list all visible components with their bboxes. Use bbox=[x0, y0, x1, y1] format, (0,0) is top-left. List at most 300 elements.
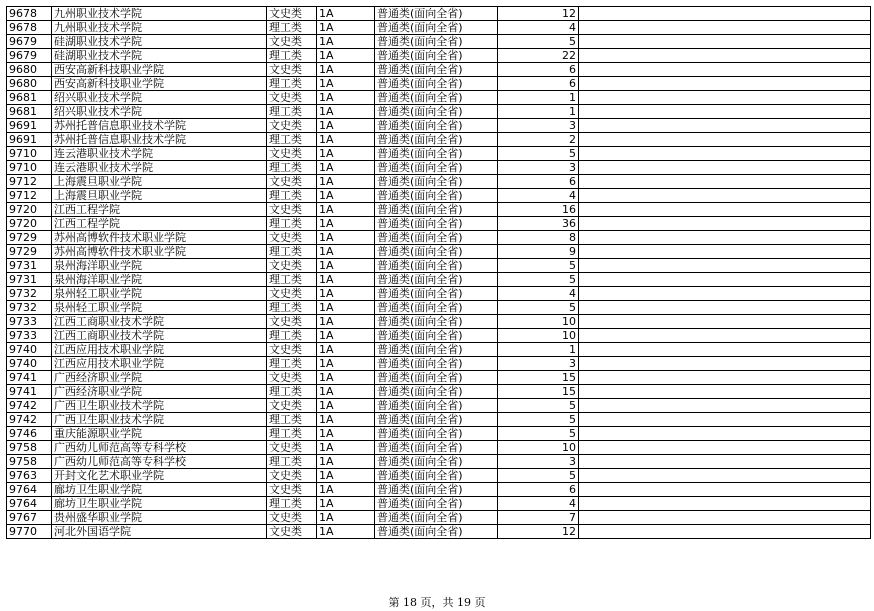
plan-type-cell: 普通类(面向全省) bbox=[375, 189, 498, 203]
empty-cell bbox=[579, 287, 871, 301]
school-name-cell: 上海震旦职业学院 bbox=[52, 175, 267, 189]
plan-type-cell: 普通类(面向全省) bbox=[375, 119, 498, 133]
batch-cell: 1A bbox=[317, 259, 375, 273]
batch-cell: 1A bbox=[317, 133, 375, 147]
empty-cell bbox=[579, 273, 871, 287]
subject-category-cell: 文史类 bbox=[267, 259, 317, 273]
table-row bbox=[7, 231, 871, 245]
batch-cell: 1A bbox=[317, 399, 375, 413]
plan-count-cell: 22 bbox=[498, 49, 579, 63]
table-row bbox=[7, 147, 871, 161]
plan-count-cell: 6 bbox=[498, 63, 579, 77]
table-row bbox=[7, 427, 871, 441]
batch-cell: 1A bbox=[317, 231, 375, 245]
plan-type-cell: 普通类(面向全省) bbox=[375, 483, 498, 497]
empty-cell bbox=[579, 91, 871, 105]
empty-cell bbox=[579, 483, 871, 497]
table-row bbox=[7, 77, 871, 91]
plan-count-cell: 10 bbox=[498, 441, 579, 455]
school-code-cell: 9733 bbox=[7, 329, 52, 343]
school-code-cell: 9733 bbox=[7, 315, 52, 329]
plan-count-cell: 9 bbox=[498, 245, 579, 259]
batch-cell: 1A bbox=[317, 63, 375, 77]
empty-cell bbox=[579, 175, 871, 189]
batch-cell: 1A bbox=[317, 315, 375, 329]
school-name-cell: 苏州高博软件技术职业学院 bbox=[52, 245, 267, 259]
school-code-cell: 9763 bbox=[7, 469, 52, 483]
subject-category-cell: 理工类 bbox=[267, 301, 317, 315]
table-row bbox=[7, 49, 871, 63]
school-name-cell: 江西工程学院 bbox=[52, 217, 267, 231]
school-code-cell: 9742 bbox=[7, 399, 52, 413]
table-row bbox=[7, 189, 871, 203]
batch-cell: 1A bbox=[317, 455, 375, 469]
plan-count-cell: 3 bbox=[498, 357, 579, 371]
school-name-cell: 苏州高博软件技术职业学院 bbox=[52, 231, 267, 245]
batch-cell: 1A bbox=[317, 371, 375, 385]
plan-count-cell: 1 bbox=[498, 105, 579, 119]
empty-cell bbox=[579, 497, 871, 511]
batch-cell: 1A bbox=[317, 441, 375, 455]
school-code-cell: 9729 bbox=[7, 245, 52, 259]
school-code-cell: 9680 bbox=[7, 63, 52, 77]
subject-category-cell: 理工类 bbox=[267, 427, 317, 441]
table-row bbox=[7, 525, 871, 539]
plan-type-cell: 普通类(面向全省) bbox=[375, 497, 498, 511]
subject-category-cell: 理工类 bbox=[267, 49, 317, 63]
plan-count-cell: 12 bbox=[498, 525, 579, 539]
plan-type-cell: 普通类(面向全省) bbox=[375, 161, 498, 175]
school-code-cell: 9678 bbox=[7, 21, 52, 35]
table-row bbox=[7, 217, 871, 231]
table-row bbox=[7, 203, 871, 217]
subject-category-cell: 文史类 bbox=[267, 63, 317, 77]
plan-type-cell: 普通类(面向全省) bbox=[375, 77, 498, 91]
school-code-cell: 9710 bbox=[7, 147, 52, 161]
table-body bbox=[7, 7, 871, 539]
plan-count-cell: 5 bbox=[498, 469, 579, 483]
school-name-cell: 上海震旦职业学院 bbox=[52, 189, 267, 203]
empty-cell bbox=[579, 63, 871, 77]
plan-type-cell: 普通类(面向全省) bbox=[375, 315, 498, 329]
plan-count-cell: 5 bbox=[498, 147, 579, 161]
plan-count-cell: 3 bbox=[498, 119, 579, 133]
table-row bbox=[7, 441, 871, 455]
plan-count-cell: 3 bbox=[498, 455, 579, 469]
school-code-cell: 9712 bbox=[7, 175, 52, 189]
batch-cell: 1A bbox=[317, 91, 375, 105]
school-name-cell: 广西经济职业学院 bbox=[52, 371, 267, 385]
subject-category-cell: 文史类 bbox=[267, 343, 317, 357]
batch-cell: 1A bbox=[317, 119, 375, 133]
subject-category-cell: 文史类 bbox=[267, 441, 317, 455]
table-row bbox=[7, 329, 871, 343]
empty-cell bbox=[579, 7, 871, 21]
plan-count-cell: 7 bbox=[498, 511, 579, 525]
plan-count-cell: 4 bbox=[498, 189, 579, 203]
empty-cell bbox=[579, 77, 871, 91]
plan-count-cell: 15 bbox=[498, 371, 579, 385]
empty-cell bbox=[579, 35, 871, 49]
batch-cell: 1A bbox=[317, 35, 375, 49]
empty-cell bbox=[579, 315, 871, 329]
plan-type-cell: 普通类(面向全省) bbox=[375, 105, 498, 119]
school-name-cell: 绍兴职业技术学院 bbox=[52, 105, 267, 119]
school-code-cell: 9731 bbox=[7, 273, 52, 287]
batch-cell: 1A bbox=[317, 175, 375, 189]
table-row bbox=[7, 91, 871, 105]
school-name-cell: 连云港职业技术学院 bbox=[52, 161, 267, 175]
plan-type-cell: 普通类(面向全省) bbox=[375, 203, 498, 217]
plan-type-cell: 普通类(面向全省) bbox=[375, 21, 498, 35]
plan-type-cell: 普通类(面向全省) bbox=[375, 49, 498, 63]
plan-type-cell: 普通类(面向全省) bbox=[375, 91, 498, 105]
batch-cell: 1A bbox=[317, 511, 375, 525]
school-code-cell: 9710 bbox=[7, 161, 52, 175]
plan-count-cell: 5 bbox=[498, 259, 579, 273]
subject-category-cell: 文史类 bbox=[267, 175, 317, 189]
school-name-cell: 九州职业技术学院 bbox=[52, 21, 267, 35]
school-name-cell: 广西幼儿师范高等专科学校 bbox=[52, 441, 267, 455]
batch-cell: 1A bbox=[317, 161, 375, 175]
batch-cell: 1A bbox=[317, 483, 375, 497]
batch-cell: 1A bbox=[317, 287, 375, 301]
subject-category-cell: 文史类 bbox=[267, 91, 317, 105]
school-name-cell: 西安高新科技职业学院 bbox=[52, 63, 267, 77]
subject-category-cell: 文史类 bbox=[267, 35, 317, 49]
subject-category-cell: 理工类 bbox=[267, 455, 317, 469]
plan-count-cell: 4 bbox=[498, 497, 579, 511]
plan-count-cell: 5 bbox=[498, 413, 579, 427]
school-code-cell: 9764 bbox=[7, 497, 52, 511]
school-name-cell: 江西工程学院 bbox=[52, 203, 267, 217]
subject-category-cell: 文史类 bbox=[267, 7, 317, 21]
batch-cell: 1A bbox=[317, 7, 375, 21]
subject-category-cell: 理工类 bbox=[267, 133, 317, 147]
empty-cell bbox=[579, 49, 871, 63]
table-row bbox=[7, 455, 871, 469]
plan-type-cell: 普通类(面向全省) bbox=[375, 175, 498, 189]
batch-cell: 1A bbox=[317, 329, 375, 343]
school-name-cell: 广西卫生职业技术学院 bbox=[52, 413, 267, 427]
empty-cell bbox=[579, 133, 871, 147]
subject-category-cell: 理工类 bbox=[267, 189, 317, 203]
school-code-cell: 9731 bbox=[7, 259, 52, 273]
plan-count-cell: 10 bbox=[498, 315, 579, 329]
plan-type-cell: 普通类(面向全省) bbox=[375, 231, 498, 245]
empty-cell bbox=[579, 217, 871, 231]
table-row bbox=[7, 35, 871, 49]
batch-cell: 1A bbox=[317, 343, 375, 357]
school-name-cell: 硅湖职业技术学院 bbox=[52, 49, 267, 63]
school-name-cell: 江西应用技术职业学院 bbox=[52, 357, 267, 371]
batch-cell: 1A bbox=[317, 203, 375, 217]
batch-cell: 1A bbox=[317, 469, 375, 483]
plan-type-cell: 普通类(面向全省) bbox=[375, 133, 498, 147]
school-name-cell: 河北外国语学院 bbox=[52, 525, 267, 539]
school-code-cell: 9764 bbox=[7, 483, 52, 497]
school-code-cell: 9758 bbox=[7, 455, 52, 469]
plan-count-cell: 4 bbox=[498, 21, 579, 35]
plan-type-cell: 普通类(面向全省) bbox=[375, 329, 498, 343]
plan-type-cell: 普通类(面向全省) bbox=[375, 511, 498, 525]
plan-type-cell: 普通类(面向全省) bbox=[375, 469, 498, 483]
plan-type-cell: 普通类(面向全省) bbox=[375, 147, 498, 161]
table-row bbox=[7, 21, 871, 35]
empty-cell bbox=[579, 245, 871, 259]
subject-category-cell: 理工类 bbox=[267, 329, 317, 343]
empty-cell bbox=[579, 357, 871, 371]
plan-type-cell: 普通类(面向全省) bbox=[375, 287, 498, 301]
batch-cell: 1A bbox=[317, 427, 375, 441]
school-name-cell: 江西工商职业技术学院 bbox=[52, 315, 267, 329]
empty-cell bbox=[579, 329, 871, 343]
plan-type-cell: 普通类(面向全省) bbox=[375, 7, 498, 21]
school-name-cell: 广西卫生职业技术学院 bbox=[52, 399, 267, 413]
subject-category-cell: 理工类 bbox=[267, 357, 317, 371]
plan-count-cell: 6 bbox=[498, 77, 579, 91]
plan-count-cell: 3 bbox=[498, 161, 579, 175]
school-code-cell: 9720 bbox=[7, 203, 52, 217]
table-row bbox=[7, 119, 871, 133]
plan-count-cell: 6 bbox=[498, 175, 579, 189]
subject-category-cell: 理工类 bbox=[267, 497, 317, 511]
subject-category-cell: 理工类 bbox=[267, 273, 317, 287]
empty-cell bbox=[579, 259, 871, 273]
batch-cell: 1A bbox=[317, 497, 375, 511]
table-row bbox=[7, 161, 871, 175]
plan-type-cell: 普通类(面向全省) bbox=[375, 525, 498, 539]
empty-cell bbox=[579, 105, 871, 119]
subject-category-cell: 文史类 bbox=[267, 203, 317, 217]
batch-cell: 1A bbox=[317, 413, 375, 427]
empty-cell bbox=[579, 399, 871, 413]
school-code-cell: 9741 bbox=[7, 385, 52, 399]
table-row bbox=[7, 287, 871, 301]
empty-cell bbox=[579, 469, 871, 483]
empty-cell bbox=[579, 371, 871, 385]
subject-category-cell: 文史类 bbox=[267, 231, 317, 245]
school-code-cell: 9720 bbox=[7, 217, 52, 231]
plan-type-cell: 普通类(面向全省) bbox=[375, 371, 498, 385]
school-code-cell: 9767 bbox=[7, 511, 52, 525]
school-name-cell: 重庆能源职业学院 bbox=[52, 427, 267, 441]
school-name-cell: 泉州轻工职业学院 bbox=[52, 287, 267, 301]
batch-cell: 1A bbox=[317, 301, 375, 315]
plan-type-cell: 普通类(面向全省) bbox=[375, 357, 498, 371]
plan-type-cell: 普通类(面向全省) bbox=[375, 259, 498, 273]
empty-cell bbox=[579, 189, 871, 203]
school-name-cell: 廊坊卫生职业学院 bbox=[52, 483, 267, 497]
subject-category-cell: 理工类 bbox=[267, 245, 317, 259]
school-code-cell: 9742 bbox=[7, 413, 52, 427]
table-row bbox=[7, 483, 871, 497]
batch-cell: 1A bbox=[317, 21, 375, 35]
table-row bbox=[7, 105, 871, 119]
school-code-cell: 9729 bbox=[7, 231, 52, 245]
plan-type-cell: 普通类(面向全省) bbox=[375, 343, 498, 357]
table-row bbox=[7, 469, 871, 483]
empty-cell bbox=[579, 343, 871, 357]
plan-type-cell: 普通类(面向全省) bbox=[375, 245, 498, 259]
school-name-cell: 连云港职业技术学院 bbox=[52, 147, 267, 161]
plan-count-cell: 8 bbox=[498, 231, 579, 245]
plan-type-cell: 普通类(面向全省) bbox=[375, 399, 498, 413]
subject-category-cell: 理工类 bbox=[267, 217, 317, 231]
school-name-cell: 绍兴职业技术学院 bbox=[52, 91, 267, 105]
subject-category-cell: 理工类 bbox=[267, 21, 317, 35]
plan-type-cell: 普通类(面向全省) bbox=[375, 35, 498, 49]
empty-cell bbox=[579, 301, 871, 315]
school-code-cell: 9746 bbox=[7, 427, 52, 441]
table-row bbox=[7, 7, 871, 21]
plan-count-cell: 5 bbox=[498, 273, 579, 287]
school-name-cell: 泉州海洋职业学院 bbox=[52, 273, 267, 287]
table-row bbox=[7, 133, 871, 147]
empty-cell bbox=[579, 427, 871, 441]
batch-cell: 1A bbox=[317, 105, 375, 119]
table-row bbox=[7, 399, 871, 413]
plan-count-cell: 5 bbox=[498, 35, 579, 49]
subject-category-cell: 理工类 bbox=[267, 105, 317, 119]
plan-type-cell: 普通类(面向全省) bbox=[375, 427, 498, 441]
batch-cell: 1A bbox=[317, 77, 375, 91]
admission-plan-table bbox=[6, 6, 871, 539]
school-code-cell: 9740 bbox=[7, 343, 52, 357]
table-row bbox=[7, 497, 871, 511]
empty-cell bbox=[579, 511, 871, 525]
batch-cell: 1A bbox=[317, 525, 375, 539]
plan-type-cell: 普通类(面向全省) bbox=[375, 63, 498, 77]
batch-cell: 1A bbox=[317, 147, 375, 161]
plan-type-cell: 普通类(面向全省) bbox=[375, 217, 498, 231]
school-name-cell: 广西幼儿师范高等专科学校 bbox=[52, 455, 267, 469]
batch-cell: 1A bbox=[317, 385, 375, 399]
school-name-cell: 贵州盛华职业学院 bbox=[52, 511, 267, 525]
table-row bbox=[7, 357, 871, 371]
subject-category-cell: 文史类 bbox=[267, 511, 317, 525]
table-row bbox=[7, 371, 871, 385]
school-code-cell: 9691 bbox=[7, 119, 52, 133]
school-name-cell: 泉州海洋职业学院 bbox=[52, 259, 267, 273]
empty-cell bbox=[579, 441, 871, 455]
empty-cell bbox=[579, 119, 871, 133]
table-row bbox=[7, 175, 871, 189]
table-row bbox=[7, 245, 871, 259]
empty-cell bbox=[579, 385, 871, 399]
plan-count-cell: 5 bbox=[498, 301, 579, 315]
subject-category-cell: 文史类 bbox=[267, 371, 317, 385]
plan-count-cell: 5 bbox=[498, 399, 579, 413]
school-code-cell: 9740 bbox=[7, 357, 52, 371]
empty-cell bbox=[579, 455, 871, 469]
table-row bbox=[7, 63, 871, 77]
school-code-cell: 9758 bbox=[7, 441, 52, 455]
subject-category-cell: 文史类 bbox=[267, 399, 317, 413]
subject-category-cell: 文史类 bbox=[267, 287, 317, 301]
subject-category-cell: 文史类 bbox=[267, 147, 317, 161]
school-code-cell: 9732 bbox=[7, 301, 52, 315]
subject-category-cell: 理工类 bbox=[267, 161, 317, 175]
batch-cell: 1A bbox=[317, 189, 375, 203]
school-name-cell: 苏州托普信息职业技术学院 bbox=[52, 119, 267, 133]
subject-category-cell: 理工类 bbox=[267, 413, 317, 427]
batch-cell: 1A bbox=[317, 245, 375, 259]
subject-category-cell: 文史类 bbox=[267, 483, 317, 497]
school-code-cell: 9741 bbox=[7, 371, 52, 385]
plan-type-cell: 普通类(面向全省) bbox=[375, 455, 498, 469]
empty-cell bbox=[579, 21, 871, 35]
subject-category-cell: 理工类 bbox=[267, 385, 317, 399]
school-code-cell: 9680 bbox=[7, 77, 52, 91]
batch-cell: 1A bbox=[317, 49, 375, 63]
plan-count-cell: 6 bbox=[498, 483, 579, 497]
empty-cell bbox=[579, 231, 871, 245]
school-name-cell: 开封文化艺术职业学院 bbox=[52, 469, 267, 483]
school-code-cell: 9691 bbox=[7, 133, 52, 147]
table-row bbox=[7, 385, 871, 399]
school-code-cell: 9678 bbox=[7, 7, 52, 21]
school-code-cell: 9679 bbox=[7, 35, 52, 49]
plan-count-cell: 2 bbox=[498, 133, 579, 147]
plan-count-cell: 5 bbox=[498, 427, 579, 441]
subject-category-cell: 文史类 bbox=[267, 525, 317, 539]
plan-count-cell: 12 bbox=[498, 7, 579, 21]
plan-count-cell: 36 bbox=[498, 217, 579, 231]
empty-cell bbox=[579, 525, 871, 539]
empty-cell bbox=[579, 413, 871, 427]
school-code-cell: 9770 bbox=[7, 525, 52, 539]
batch-cell: 1A bbox=[317, 273, 375, 287]
subject-category-cell: 理工类 bbox=[267, 77, 317, 91]
school-code-cell: 9681 bbox=[7, 91, 52, 105]
school-name-cell: 硅湖职业技术学院 bbox=[52, 35, 267, 49]
plan-type-cell: 普通类(面向全省) bbox=[375, 273, 498, 287]
school-name-cell: 西安高新科技职业学院 bbox=[52, 77, 267, 91]
table-row bbox=[7, 343, 871, 357]
school-code-cell: 9679 bbox=[7, 49, 52, 63]
subject-category-cell: 文史类 bbox=[267, 469, 317, 483]
school-name-cell: 泉州轻工职业学院 bbox=[52, 301, 267, 315]
school-name-cell: 九州职业技术学院 bbox=[52, 7, 267, 21]
table-row bbox=[7, 315, 871, 329]
table-row bbox=[7, 413, 871, 427]
plan-count-cell: 16 bbox=[498, 203, 579, 217]
empty-cell bbox=[579, 147, 871, 161]
batch-cell: 1A bbox=[317, 357, 375, 371]
empty-cell bbox=[579, 203, 871, 217]
page-number: 第 18 页，共 19 页 bbox=[388, 596, 486, 609]
plan-count-cell: 4 bbox=[498, 287, 579, 301]
school-code-cell: 9681 bbox=[7, 105, 52, 119]
school-code-cell: 9712 bbox=[7, 189, 52, 203]
plan-type-cell: 普通类(面向全省) bbox=[375, 441, 498, 455]
batch-cell: 1A bbox=[317, 217, 375, 231]
plan-count-cell: 10 bbox=[498, 329, 579, 343]
plan-type-cell: 普通类(面向全省) bbox=[375, 413, 498, 427]
table-row bbox=[7, 511, 871, 525]
empty-cell bbox=[579, 161, 871, 175]
school-name-cell: 江西工商职业技术学院 bbox=[52, 329, 267, 343]
subject-category-cell: 文史类 bbox=[267, 119, 317, 133]
table-row bbox=[7, 273, 871, 287]
school-code-cell: 9732 bbox=[7, 287, 52, 301]
plan-type-cell: 普通类(面向全省) bbox=[375, 301, 498, 315]
plan-type-cell: 普通类(面向全省) bbox=[375, 385, 498, 399]
table-row bbox=[7, 259, 871, 273]
table-row bbox=[7, 301, 871, 315]
plan-count-cell: 15 bbox=[498, 385, 579, 399]
